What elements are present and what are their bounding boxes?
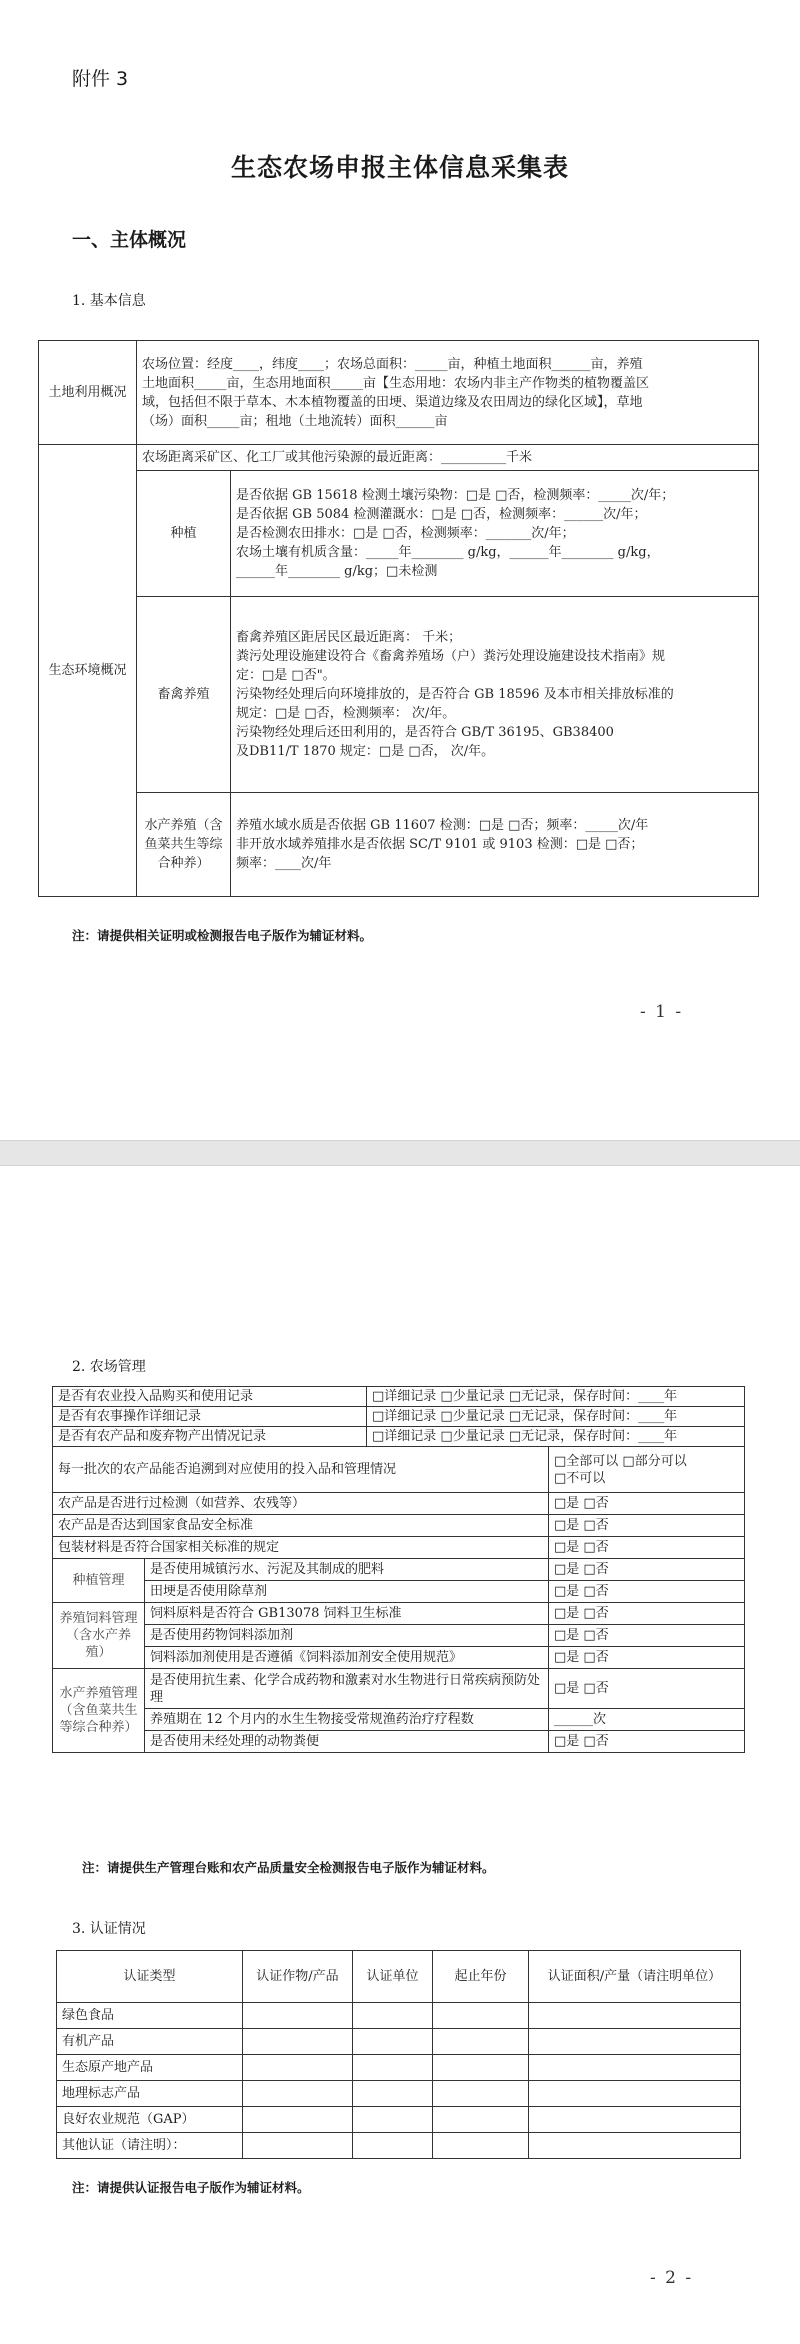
cert-type: 地理标志产品 xyxy=(57,2081,243,2107)
land-line: （场）面积_____亩；租地（土地流转）面积______亩 xyxy=(142,413,448,429)
page-1 xyxy=(0,0,800,1140)
land-use-label: 土地利用概况 xyxy=(39,341,137,445)
land-line: 域，包括但不限于草本、木本植物覆盖的田埂、渠道边缘及农田周边的绿化区域】，草地 xyxy=(142,394,643,410)
cert-cell[interactable] xyxy=(433,2133,529,2159)
livestock-line: 畜禽养殖区距居民区最近距离： 千米； xyxy=(236,630,462,645)
feed-question: 是否使用药物饲料添加剂 xyxy=(145,1625,549,1647)
page-gap xyxy=(0,1140,800,1166)
aqua-line: 非开放水域养殖排水是否依据 SC/T 9101 或 9103 检测：□是 □否； xyxy=(236,837,644,852)
env-label: 生态环境概况 xyxy=(39,445,137,897)
note-2: 注：请提供生产管理台账和农产品质量安全检测报告电子版作为辅证材料。 xyxy=(82,1860,495,1875)
cert-cell[interactable] xyxy=(243,2029,353,2055)
subsection-certification: 3. 认证情况 xyxy=(72,1921,146,1937)
feed-mgmt-label: 养殖饲料管理（含水产养殖） xyxy=(53,1603,145,1669)
cert-type: 其他认证（请注明）： xyxy=(57,2133,243,2159)
yesno-options[interactable]: □是 □否 xyxy=(549,1581,745,1603)
cert-cell[interactable] xyxy=(433,2055,529,2081)
cert-cell[interactable] xyxy=(433,2003,529,2029)
yesno-question: 农产品是否进行过检测（如营养、农残等） xyxy=(53,1493,549,1515)
traceability-options[interactable] xyxy=(549,1447,745,1493)
cert-cell[interactable] xyxy=(353,2003,433,2029)
trace-option[interactable]: □全部可以 □部分可以 xyxy=(554,1453,687,1469)
cert-cell[interactable] xyxy=(529,2003,741,2029)
yesno-question: 农产品是否达到国家食品安全标准 xyxy=(53,1515,549,1537)
record-options[interactable]: □详细记录 □少量记录 □无记录，保存时间：____年 xyxy=(367,1407,745,1427)
planting-line: 是否依据 GB 5084 检测灌溉水：□是 □否，检测频率：______次/年； xyxy=(236,507,647,522)
land-line: 土地面积_____亩，生态用地面积_____亩【生态用地：农场内非主产作物类的植物覆盖区 xyxy=(142,375,650,391)
cert-cell[interactable] xyxy=(243,2133,353,2159)
traceability-question: 每一批次的农产品能否追溯到对应使用的投入品和管理情况 xyxy=(53,1447,549,1493)
cert-header: 起止年份 xyxy=(433,1951,529,2003)
cert-cell[interactable] xyxy=(433,2081,529,2107)
yesno-options[interactable]: □是 □否 xyxy=(549,1537,745,1559)
cert-header: 认证单位 xyxy=(353,1951,433,2003)
planting-line: 是否依据 GB 15618 检测土壤污染物：□是 □否，检测频率：_____次/年； xyxy=(236,488,675,503)
record-options[interactable]: □详细记录 □少量记录 □无记录，保存时间：____年 xyxy=(367,1427,745,1447)
feed-question: 饲料原料是否符合 GB13078 饲料卫生标准 xyxy=(145,1603,549,1625)
livestock-cell xyxy=(231,597,759,793)
yesno-question: 包装材料是否符合国家相关标准的规定 xyxy=(53,1537,549,1559)
land-use-cell xyxy=(137,341,759,445)
env-distance: 农场距离采矿区、化工厂或其他污染源的最近距离：__________千米 xyxy=(137,445,759,471)
cert-type: 良好农业规范（GAP） xyxy=(57,2107,243,2133)
cert-cell[interactable] xyxy=(529,2133,741,2159)
cert-cell[interactable] xyxy=(529,2081,741,2107)
livestock-line: 及DB11/T 1870 规定：□是 □否， 次/年。 xyxy=(236,744,495,759)
basic-info-table xyxy=(38,340,759,897)
aquaculture-cell xyxy=(231,793,759,897)
yesno-options[interactable]: □是 □否 xyxy=(549,1625,745,1647)
cert-cell[interactable] xyxy=(243,2107,353,2133)
record-question: 是否有农产品和废弃物产出情况记录 xyxy=(53,1427,367,1447)
cert-cell[interactable] xyxy=(353,2055,433,2081)
cert-cell[interactable] xyxy=(243,2003,353,2029)
cert-cell[interactable] xyxy=(353,2081,433,2107)
yesno-options[interactable]: □是 □否 xyxy=(549,1603,745,1625)
record-question: 是否有农业投入品购买和使用记录 xyxy=(53,1387,367,1407)
aqua-line: 养殖水域水质是否依据 GB 11607 检测：□是 □否；频率：_____次/年 xyxy=(236,818,649,833)
aqua-mgmt-question: 是否使用抗生素、化学合成药物和激素对水生物进行日常疾病预防处理 xyxy=(145,1669,549,1709)
aqua-mgmt-label: 水产养殖管理（含鱼菜共生等综合种养） xyxy=(53,1669,145,1753)
yesno-options[interactable]: □是 □否 xyxy=(549,1559,745,1581)
record-question: 是否有农事操作详细记录 xyxy=(53,1407,367,1427)
subsection-basic-info: 1. 基本信息 xyxy=(72,293,146,309)
course-count[interactable]: ______次 xyxy=(549,1709,745,1731)
aqua-mgmt-question: 养殖期在 12 个月内的水生生物接受常规渔药治疗疗程数 xyxy=(145,1709,549,1731)
livestock-line: 定：□是 □否"。 xyxy=(236,668,336,683)
planting-line: 是否检测农田排水：□是 □否，检测频率：_______次/年； xyxy=(236,526,575,541)
page-number-1: - 1 - xyxy=(640,1002,684,1022)
cert-cell[interactable] xyxy=(433,2107,529,2133)
cert-header: 认证面积/产量（请注明单位） xyxy=(529,1951,741,2003)
note-1: 注：请提供相关证明或检测报告电子版作为辅证材料。 xyxy=(72,928,373,943)
farm-management-table xyxy=(52,1386,745,1753)
cert-cell[interactable] xyxy=(243,2081,353,2107)
cert-cell[interactable] xyxy=(529,2055,741,2081)
yesno-options[interactable]: □是 □否 xyxy=(549,1669,745,1709)
cert-cell[interactable] xyxy=(353,2029,433,2055)
record-options[interactable]: □详细记录 □少量记录 □无记录，保存时间：____年 xyxy=(367,1387,745,1407)
cert-cell[interactable] xyxy=(529,2029,741,2055)
planting-mgmt-label: 种植管理 xyxy=(53,1559,145,1603)
planting-cell xyxy=(231,471,759,597)
page-number-2: - 2 - xyxy=(650,2268,694,2288)
aqua-mgmt-question: 是否使用未经处理的动物粪便 xyxy=(145,1731,549,1753)
cert-header: 认证类型 xyxy=(57,1951,243,2003)
yesno-options[interactable]: □是 □否 xyxy=(549,1647,745,1669)
planting-line: 农场土壤有机质含量：_____年________ g/kg，______年________ g/kg， xyxy=(236,545,660,560)
attachment-label: 附件 3 xyxy=(72,68,129,90)
page-2 xyxy=(0,1166,800,2344)
form-title: 生态农场申报主体信息采集表 xyxy=(230,153,569,182)
yesno-options[interactable]: □是 □否 xyxy=(549,1731,745,1753)
land-line: 农场位置：经度____，纬度____；农场总面积：_____亩，种植土地面积______亩，养殖 xyxy=(142,356,643,372)
planting-label: 种植 xyxy=(137,471,231,597)
plant-mgmt-question: 田埂是否使用除草剂 xyxy=(145,1581,549,1603)
cert-cell[interactable] xyxy=(243,2055,353,2081)
livestock-line: 污染物经处理后向环境排放的，是否符合 GB 18596 及本市相关排放标准的 xyxy=(236,687,674,702)
aqua-line: 频率：____次/年 xyxy=(236,856,332,871)
subsection-farm-management: 2. 农场管理 xyxy=(72,1359,146,1375)
livestock-line: 粪污处理设施建设符合《畜禽养殖场（户）粪污处理设施建设技术指南》规 xyxy=(236,649,666,664)
feed-question: 饲料添加剂使用是否遵循《饲料添加剂安全使用规范》 xyxy=(145,1647,549,1669)
certification-table xyxy=(56,1950,741,2159)
cert-cell[interactable] xyxy=(353,2107,433,2133)
yesno-options[interactable]: □是 □否 xyxy=(549,1493,745,1515)
aquaculture-label: 水产养殖（含鱼菜共生等综合种养） xyxy=(137,793,231,897)
cert-header: 认证作物/产品 xyxy=(243,1951,353,2003)
section-heading-overview: 一、主体概况 xyxy=(72,229,187,251)
cert-type: 有机产品 xyxy=(57,2029,243,2055)
note-3: 注：请提供认证报告电子版作为辅证材料。 xyxy=(72,2180,310,2195)
plant-mgmt-question: 是否使用城镇污水、污泥及其制成的肥料 xyxy=(145,1559,549,1581)
livestock-line: 污染物经处理后还田利用的，是否符合 GB/T 36195、GB38400 xyxy=(236,725,614,740)
livestock-line: 规定：□是 □否，检测频率： 次/年。 xyxy=(236,706,456,721)
trace-option[interactable]: □不可以 xyxy=(554,1470,606,1486)
planting-line: ______年________ g/kg；□未检测 xyxy=(236,564,438,579)
yesno-options[interactable]: □是 □否 xyxy=(549,1515,745,1537)
cert-cell[interactable] xyxy=(433,2029,529,2055)
cert-cell[interactable] xyxy=(353,2133,433,2159)
cert-type: 绿色食品 xyxy=(57,2003,243,2029)
cert-type: 生态原产地产品 xyxy=(57,2055,243,2081)
livestock-label: 畜禽养殖 xyxy=(137,597,231,793)
cert-cell[interactable] xyxy=(529,2107,741,2133)
